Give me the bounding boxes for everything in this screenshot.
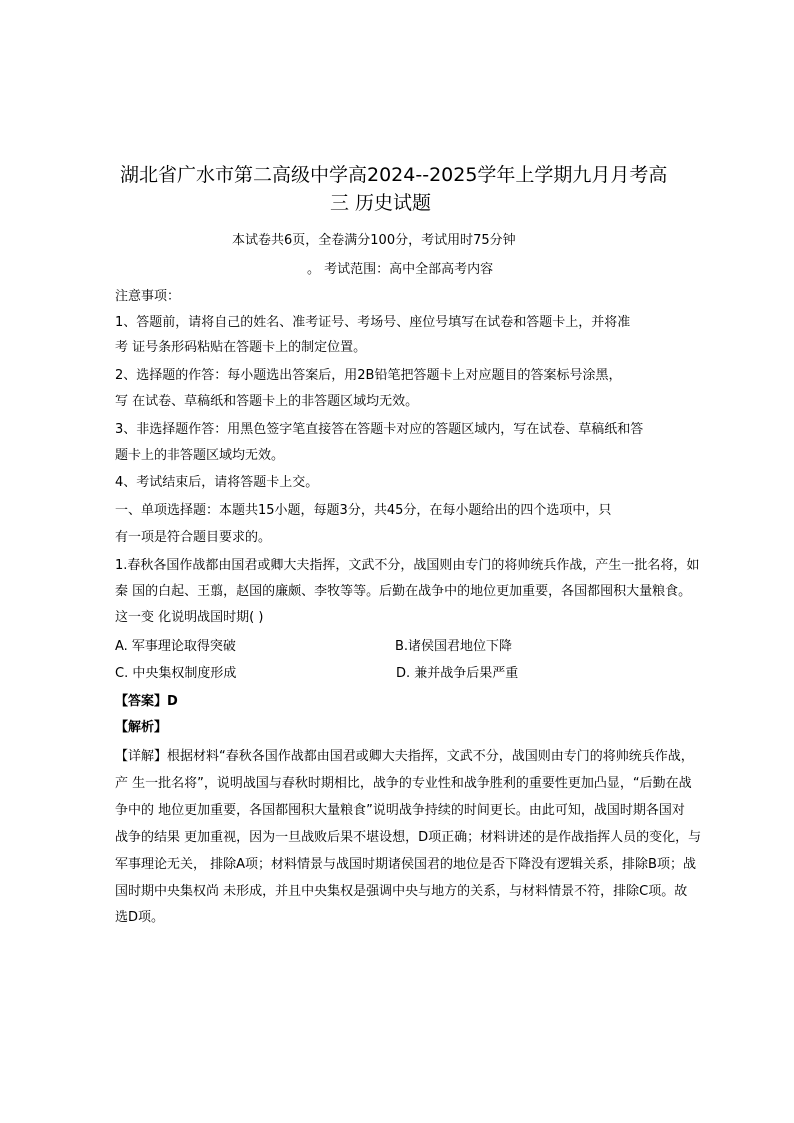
detail-line-7: 选D项。	[115, 910, 165, 925]
notice-item-4: 4、考试结束后，请将答题卡上交。	[115, 475, 319, 490]
notice-heading: 注意事项：	[115, 289, 181, 304]
question-1-line-1: 1.春秋各国作战都由国君或卿大夫指挥，文武不分，战国则由专门的将帅统兵作战，产生一批名将，如	[115, 558, 700, 573]
exam-title-line1: 湖北省广水市第二高级中学高2024--2025学年上学期九月月考高	[120, 164, 668, 186]
notice-item-3-line-2: 题卡上的非答题区域均无效。	[115, 448, 285, 463]
option-a: A. 军事理论取得突破	[115, 639, 236, 654]
exam-scope: 。 考试范围：高中全部高考内容	[307, 262, 494, 277]
option-d: D. 兼并战争后果严重	[396, 666, 519, 681]
notice-item-1-line-2: 考 证号条形码粘贴在答题卡上的制定位置。	[115, 340, 367, 355]
detail-line-4: 战争的结果 更加重视，因为一旦战败后果不堪设想，D项正确；材料讲述的是作战指挥人员的变化，与	[115, 830, 702, 845]
question-1-line-2: 秦 国的白起、王翦，赵国的廉颇、李牧等等。后勤在战争中的地位更加重要，各国都囤积大量粮食。	[115, 584, 692, 599]
option-c: C. 中央集权制度形成	[115, 666, 237, 681]
exam-title-line2: 三 历史试题	[330, 192, 432, 214]
question-1-line-3: 这一变 化说明战国时期( )	[115, 610, 264, 625]
notice-item-2-line-2: 写 在试卷、草稿纸和答题卡上的非答题区域均无效。	[115, 394, 419, 409]
analysis-label: 【解析】	[115, 720, 168, 735]
option-b: B.诸侯国君地位下降	[395, 639, 513, 654]
detail-line-5: 军事理论无关， 排除A项；材料情景与战国时期诸侯国君的地位是否下降没有逻辑关系，排除B项；战	[115, 857, 696, 872]
detail-line-2: 产 生一批名将”，说明战国与春秋时期相比，战争的专业性和战争胜利的重要性更加凸显，“后勤在战	[115, 776, 692, 791]
notice-item-1-line-1: 1、答题前，请将自己的姓名、准考证号、考场号、座位号填写在试卷和答题卡上，并将准	[115, 315, 631, 330]
exam-info: 本试卷共6页，全卷满分100分，考试用时75分钟	[232, 233, 516, 248]
section-heading-line-1: 一、单项选择题：本题共15小题，每题3分，共45分，在每小题给出的四个选项中，只	[115, 503, 612, 518]
section-heading-line-2: 有一项是符合题目要求的。	[115, 530, 272, 545]
notice-item-2-line-1: 2、选择题的作答：每小题选出答案后，用2B铅笔把答题卡上对应题目的答案标号涂黑，	[115, 368, 622, 383]
answer-label: 【答案】D	[115, 694, 178, 709]
detail-line-6: 国时期中央集权尚 未形成，并且中央集权是强调中央与地方的关系，与材料情景不符，排除C项。故	[115, 884, 688, 899]
detail-line-1: 【详解】根据材料“春秋各国作战都由国君或卿大夫指挥，文武不分，战国则由专门的将帅统兵作战，	[115, 749, 694, 764]
detail-line-3: 争中的 地位更加重要，各国都囤积大量粮食”说明战争持续的时间更长。由此可知，战国时期各国对	[115, 803, 685, 818]
notice-item-3-line-1: 3、非选择题作答：用黑色签字笔直接答在答题卡对应的答题区域内，写在试卷、草稿纸和答	[115, 422, 644, 437]
